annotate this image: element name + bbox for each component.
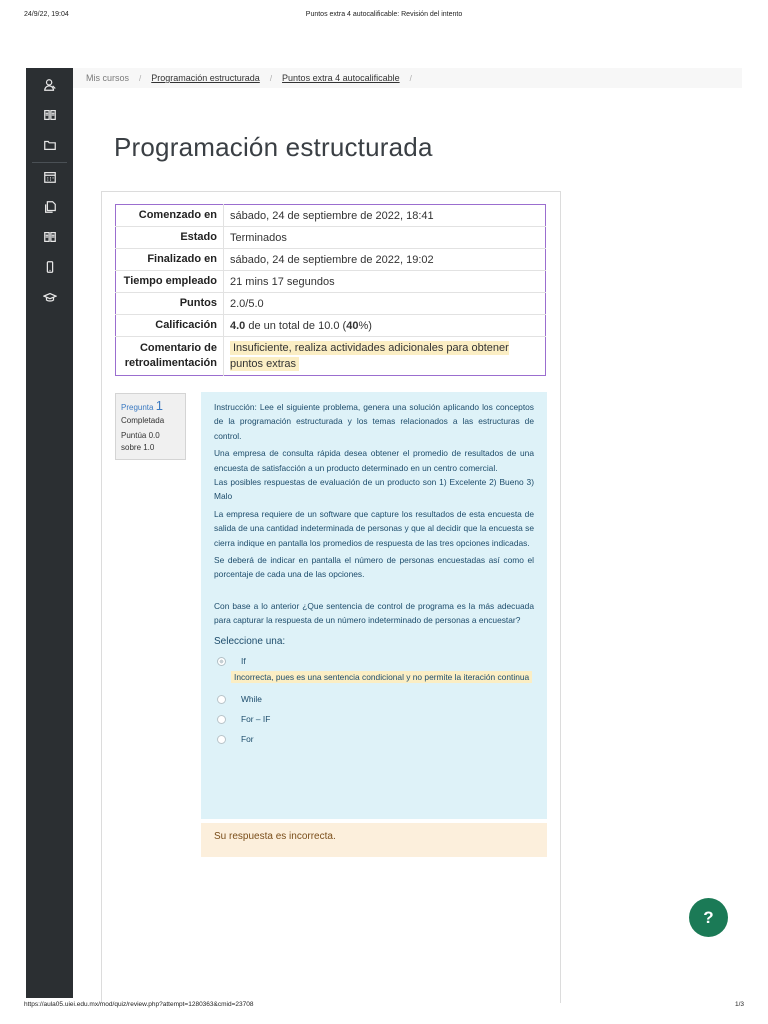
page-title: Programación estructurada (114, 132, 433, 162)
summary-row-points (116, 293, 546, 315)
summary-row-feedback (116, 337, 546, 376)
grade-total: de un total de 10.0 ( (245, 319, 347, 332)
question-paragraph: Se deberá de indicar en pantalla el número de personas encuestadas así como el porcentaje de cada una de las opciones. (214, 555, 534, 580)
summary-value (224, 315, 546, 337)
summary-row-started (116, 205, 546, 227)
answer-option-if[interactable] (214, 651, 534, 671)
grade-value: 4.0 (230, 319, 246, 332)
option-label: For – IF (241, 713, 271, 724)
radio-button[interactable] (217, 735, 226, 744)
question-paragraph: La empresa requiere de un software que capture los resultados de esta encuesta de salida de una cantidad indeterminada de personas y que al decidir que la encuesta se cierra indique en pantalla los promedios de respuesta de las tres opciones indicadas. (214, 508, 534, 548)
summary-label: Finalizado en (116, 249, 224, 271)
book-icon[interactable] (26, 104, 73, 126)
select-label: Seleccione una: (214, 635, 286, 647)
help-button[interactable]: ? (689, 898, 728, 937)
print-title: Puntos extra 4 autocalificable: Revisión del intento (305, 11, 463, 18)
option-label: While (241, 693, 262, 704)
grade-percent: 40 (346, 319, 359, 332)
left-drawer (26, 68, 73, 998)
breadcrumb-separator: / (409, 73, 412, 83)
summary-row-state (116, 227, 546, 249)
print-page-count: 1/3 (734, 1001, 744, 1008)
summary-value: Terminados (224, 227, 546, 249)
answer-option-for[interactable] (214, 729, 534, 749)
summary-label: Comenzado en (116, 205, 224, 227)
summary-value: 21 mins 17 segundos (224, 271, 546, 293)
summary-label: Calificación (116, 315, 224, 337)
summary-label: Tiempo empleado (116, 271, 224, 293)
grade-percent-sign: %) (358, 319, 372, 332)
answer-option-for-if[interactable] (214, 709, 534, 729)
breadcrumb-separator: / (269, 73, 273, 83)
question-mark: Puntúa 0.0 sobre 1.0 (121, 431, 160, 452)
option-label: For (241, 733, 254, 744)
question-paragraph: Una empresa de consulta rápida desea obtener el promedio de resultados de una encuesta de satisfacción a un producto determinado en un centro comercial. (214, 448, 534, 473)
folder-icon[interactable] (26, 134, 73, 156)
summary-value: 2.0/5.0 (224, 293, 546, 315)
files-icon[interactable] (26, 196, 73, 218)
attempt-summary-table (115, 204, 546, 376)
summary-label: Puntos (116, 293, 224, 315)
breadcrumb-course[interactable]: Programación estructurada (151, 73, 260, 83)
radio-button[interactable] (217, 657, 226, 666)
option-label: If (241, 655, 246, 666)
book-open-icon[interactable] (26, 226, 73, 248)
answer-option-while[interactable] (214, 689, 534, 709)
question-info (115, 393, 186, 460)
breadcrumb (73, 68, 742, 88)
drawer-divider (32, 162, 67, 163)
question-content (201, 392, 547, 819)
breadcrumb-separator: / (139, 73, 142, 83)
graduation-cap-icon[interactable] (26, 286, 73, 308)
mobile-icon[interactable] (26, 256, 73, 278)
user-profile-icon[interactable] (26, 74, 73, 96)
print-header (0, 11, 768, 23)
print-date: 24/9/22, 19:04 (24, 11, 69, 18)
summary-value: sábado, 24 de septiembre de 2022, 18:41 (230, 209, 434, 222)
summary-row-grade (116, 315, 546, 337)
question-paragraph: Las posibles respuestas de evaluación de un producto son 1) Excelente 2) Bueno 3) Malo (214, 477, 534, 502)
question-number: 1 (155, 398, 163, 413)
radio-button[interactable] (217, 715, 226, 724)
question-prompt: Con base a lo anterior ¿Que sentencia de control de programa es la más adecuada para capturar la respuesta de un número indeterminado de personas a encuestar? (214, 600, 534, 626)
print-url: https://aula05.uiei.edu.mx/mod/quiz/review.php?attempt=1280363&cmid=23708 (24, 1001, 254, 1008)
breadcrumb-quiz[interactable]: Puntos extra 4 autocalificable (282, 73, 400, 83)
summary-label: Comentario de retroalimentación (116, 337, 224, 376)
breadcrumb-my-courses[interactable]: Mis cursos (86, 73, 130, 83)
question-paragraph: Instrucción: Lee el siguiente problema, genera una solución aplicando los conceptos de la programación estructurada y los temas relacionados a las estructuras de control. (214, 402, 534, 441)
summary-value (224, 337, 546, 376)
summary-row-time-taken (116, 271, 546, 293)
answer-outcome: Su respuesta es incorrecta. (201, 823, 547, 857)
question-state: Completada (121, 416, 165, 425)
question-label: Pregunta (121, 403, 154, 412)
option-feedback-container (214, 669, 534, 685)
radio-button[interactable] (217, 695, 226, 704)
summary-value: sábado, 24 de septiembre de 2022, 19:02 (224, 249, 546, 271)
calendar-icon[interactable] (26, 166, 73, 188)
overall-feedback: Insuficiente, realiza actividades adicionales para obtener puntos extras (230, 342, 509, 370)
summary-label: Estado (116, 227, 224, 249)
option-feedback: Incorrecta, pues es una sentencia condicional y no permite la iteración continua (231, 671, 532, 683)
summary-row-finished (116, 249, 546, 271)
